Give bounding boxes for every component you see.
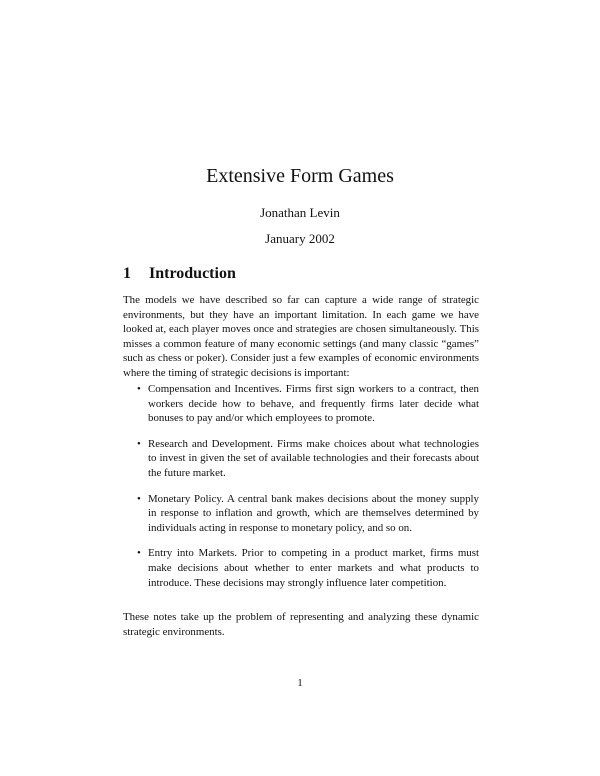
section-heading [123,265,236,283]
bullet-item [123,382,479,426]
bullet-text: Research and Development. Firms make choices about what technologies to invest in given the set of available technologies and their forecasts about the future market. [148,437,479,479]
bullet-icon: • [137,437,141,450]
bullet-item [123,492,479,536]
bullet-text: Monetary Policy. A central bank makes decisions about the money supply in response to inflation and growth, which are themselves determined by individuals acting in response to monetary policy, and so on. [148,492,479,534]
document-date: January 2002 [265,231,335,246]
bullet-icon: • [137,547,141,560]
section-title: Introduction [149,265,236,282]
bullet-text: Entry into Markets. Prior to competing in a product market, firms must make decisions about whether to enter markets and what products to introduce. These decisions may strongly influence later competition. [148,547,479,589]
closing-paragraph: These notes take up the problem of representing and analyzing these dynamic strategic environments. [123,611,479,638]
intro-paragraph: The models we have described so far can capture a wide range of strategic environments, but they have an important limitation. In each game we have looked at, each player moves once and strategies are chosen simultaneously. This misses a common feature of many economic settings (and many classic “games” such as chess or poker). Consider just a few examples of economic environments where the timing of strategic decisions is important: [123,294,479,379]
bullet-icon: • [137,383,141,395]
section-number: 1 [123,265,131,282]
bullet-list [123,382,479,601]
bullet-icon: • [137,492,141,505]
bullet-text: Compensation and Incentives. Firms first sign workers to a contract, then workers decide how to behave, and frequently firms later decide what bonuses to pay and/or which employees to promote. [148,383,479,425]
document-author: Jonathan Levin [260,205,340,220]
bullet-item [123,546,479,590]
page-number: 1 [297,677,303,689]
bullet-item [123,437,479,481]
document-title: Extensive Form Games [206,165,394,187]
